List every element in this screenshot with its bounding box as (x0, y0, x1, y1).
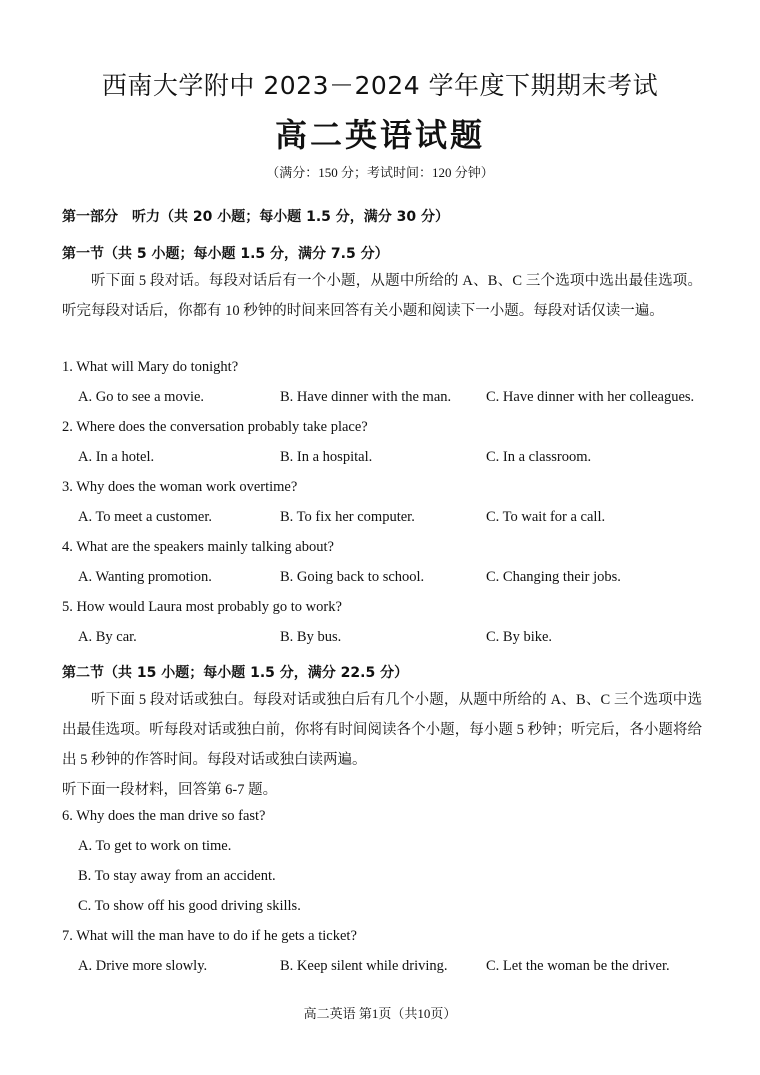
q2-option-b: B. In a hospital. (280, 449, 373, 465)
material-note: 听下面一段材料，回答第 6-7 题。 (62, 782, 278, 798)
q4-option-c: C. Changing their jobs. (486, 569, 621, 585)
part1-heading: 第一部分 听力（共 20 小题；每小题 1.5 分，满分 30 分） (62, 209, 450, 225)
question-7: 7. What will the man have to do if he gets a ticket? (62, 928, 357, 944)
exam-title: 西南大学附中 2023－2024 学年度下期期末考试 (101, 71, 659, 100)
q4-option-a: A. Wanting promotion. (78, 569, 212, 585)
q1-option-c: C. Have dinner with her colleagues. (486, 389, 695, 405)
q5-option-b: B. By bus. (280, 629, 342, 645)
q2-option-c: C. In a classroom. (486, 449, 592, 465)
exam-info: （满分：150 分；考试时间：120 分钟） (266, 165, 494, 180)
q5-option-a: A. By car. (78, 629, 137, 645)
exam-subject-title: 高二英语试题 (274, 116, 485, 154)
question-5: 5. How would Laura most probably go to work? (62, 599, 342, 615)
q2-option-a: A. In a hotel. (78, 449, 155, 465)
q7-option-a: A. Drive more slowly. (78, 958, 208, 974)
q6-option-c: C. To show off his good driving skills. (78, 898, 301, 914)
question-6: 6. Why does the man drive so fast? (62, 808, 266, 824)
q7-option-c: C. Let the woman be the driver. (486, 958, 670, 974)
q4-option-b: B. Going back to school. (280, 569, 425, 585)
q3-option-a: A. To meet a customer. (78, 509, 213, 525)
q7-option-b: B. Keep silent while driving. (280, 958, 448, 974)
q1-option-b: B. Have dinner with the man. (280, 389, 452, 405)
q6-option-a: A. To get to work on time. (78, 838, 232, 854)
page-footer: 高二英语 第1页（共10页） (303, 1006, 457, 1021)
section1-directions: 听下面 5 段对话。每段对话后有一个小题，从题中所给的 A、B、C 三个选项中选出最佳选项。听完每段对话后，你都有 10 秒钟的时间来回答有关小题和阅读下一小题。每段对话仅读一遍。 (62, 273, 702, 319)
q6-option-b: B. To stay away from an accident. (78, 868, 276, 884)
section2-heading: 第二节（共 15 小题；每小题 1.5 分，满分 22.5 分） (62, 665, 409, 681)
section2-directions: 听下面 5 段对话或独白。每段对话或独白后有几个小题，从题中所给的 A、B、C 三个选项中选出最佳选项。听每段对话或独白前，你将有时间阅读各个小题，每小题 5 秒钟；听完后，各小题将给出 5 秒钟的作答时间。每段对话或独白读两遍。 (62, 692, 702, 768)
q3-option-b: B. To fix her computer. (280, 509, 415, 525)
question-1: 1. What will Mary do tonight? (62, 359, 239, 375)
question-3: 3. Why does the woman work overtime? (62, 479, 298, 495)
section1-heading: 第一节（共 5 小题；每小题 1.5 分，满分 7.5 分） (62, 246, 389, 262)
question-4: 4. What are the speakers mainly talking about? (62, 539, 334, 555)
question-2: 2. Where does the conversation probably take place? (62, 419, 368, 435)
q3-option-c: C. To wait for a call. (486, 509, 606, 525)
q1-option-a: A. Go to see a movie. (78, 389, 205, 405)
q5-option-c: C. By bike. (486, 629, 553, 645)
